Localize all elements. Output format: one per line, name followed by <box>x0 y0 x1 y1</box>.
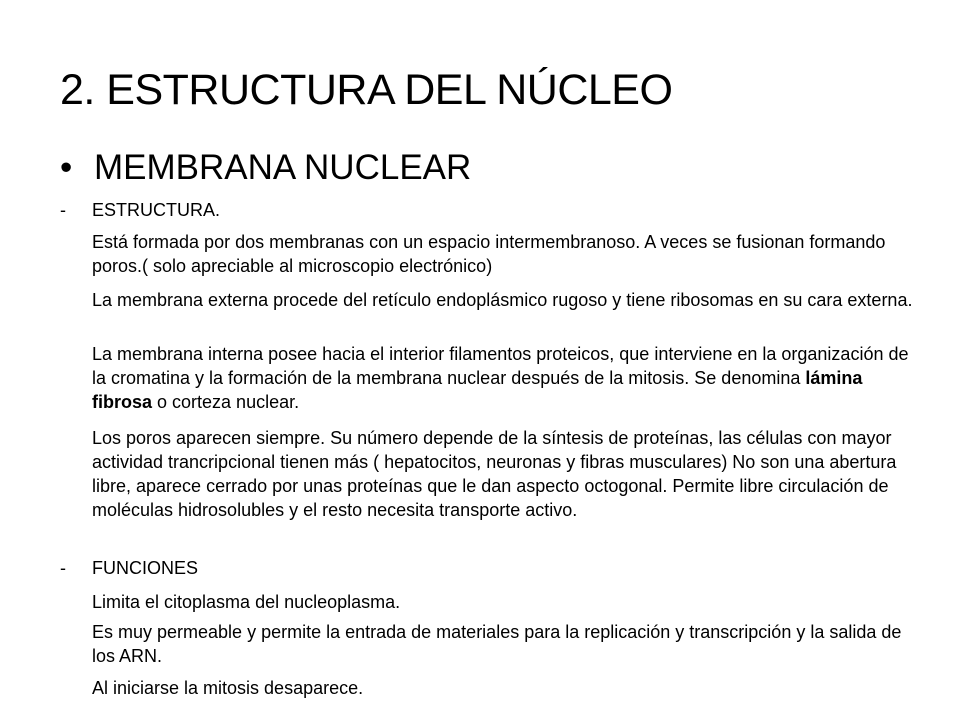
functions-section-label-row <box>60 556 198 580</box>
functions-paragraph-3: Al iniciarse la mitosis desaparece. <box>92 678 364 698</box>
lamina-fibrosa-term: lámina fibrosa <box>92 368 863 412</box>
structure-paragraph-1: Está formada por dos membranas con un espacio intermembranoso. A veces se fusionan formando poros.( solo apreciable al microscopio electrónico) <box>92 232 886 276</box>
structure-section-label: ESTRUCTURA. <box>92 200 221 220</box>
bullet-marker: • <box>60 148 73 187</box>
structure-paragraph-2: La membrana externa procede del retículo endoplásmico rugoso y tiene ribosomas en su cara externa. <box>92 290 913 310</box>
structure-paragraph-4: Los poros aparecen siempre. Su número depende de la síntesis de proteínas, las células con mayor actividad trancripcional tienen más ( hepatocitos, neuronas y fibras musculares) No son una abertura libre, aparece cerrado por unas proteínas que le dan aspecto octogonal. Permite libre circulación de moléculas hidrosolubles y el resto necesita transporte activo. <box>92 428 897 520</box>
dash-marker: - <box>60 558 66 578</box>
structure-section-label-row <box>60 198 220 222</box>
membrana-nuclear-heading: MEMBRANA NUCLEAR <box>94 148 472 187</box>
structure-paragraph-3-start: La membrana interna posee hacia el interior filamentos proteicos, que interviene en la organización de la cromatina y la formación de la membrana nuclear después de la mitosis. Se denomina <box>92 344 909 388</box>
dash-marker: - <box>60 200 66 220</box>
structure-paragraph-3 <box>92 342 922 414</box>
slide-title: 2. ESTRUCTURA DEL NÚCLEO <box>60 66 673 114</box>
functions-paragraph-1: Limita el citoplasma del nucleoplasma. <box>92 592 401 612</box>
bullet-heading <box>60 146 471 190</box>
structure-paragraph-3-end: o corteza nuclear. <box>152 392 300 412</box>
functions-paragraph-2: Es muy permeable y permite la entrada de materiales para la replicación y transcripción y la salida de los ARN. <box>92 622 902 666</box>
functions-section-label: FUNCIONES <box>92 558 199 578</box>
